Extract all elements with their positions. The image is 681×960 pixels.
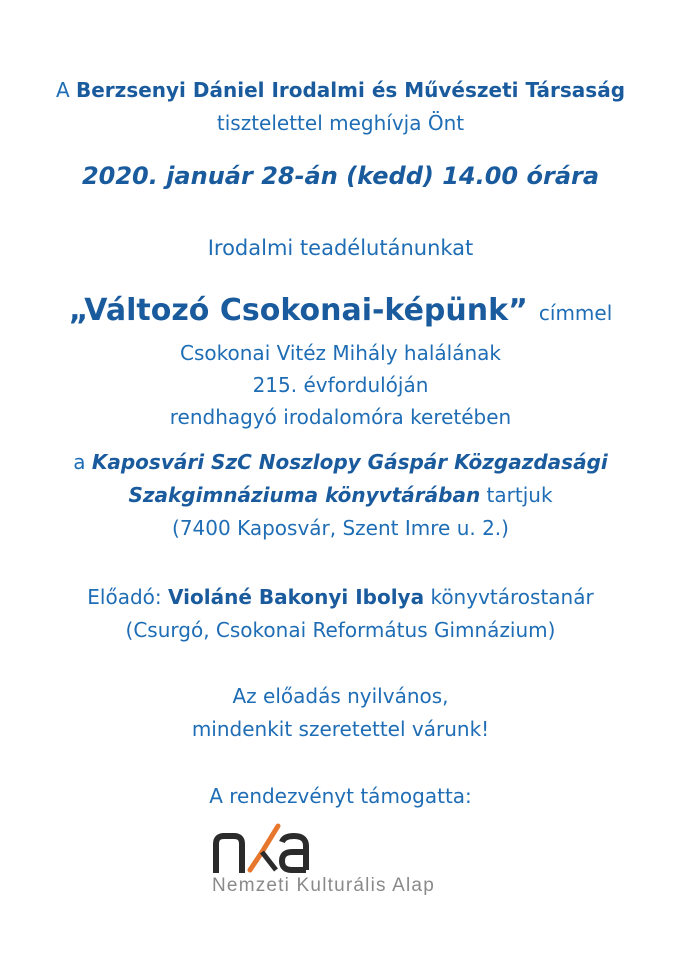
event-date: 2020. január 28-án (kedd) 14.00 órára <box>81 162 600 190</box>
title-line <box>0 293 681 328</box>
presenter-affiliation: (Csurgó, Csokonai Református Gimnázium) <box>125 618 556 642</box>
sponsor-label: A rendezvényt támogatta: <box>209 784 472 808</box>
intro-line <box>0 78 681 102</box>
presenter-line <box>0 585 681 609</box>
presenter-name: Violáné Bakonyi Ibolya <box>168 585 425 609</box>
venue-suffix: tartjuk <box>486 483 553 507</box>
invite-line: tisztelettel meghívja Önt <box>216 111 465 135</box>
venue-name-2: Szakgimnáziuma könyvtárában <box>128 483 481 507</box>
nka-caption: Nemzeti Kulturális Alap <box>212 875 435 896</box>
public-note-1: Az előadás nyilvános, <box>232 684 449 708</box>
presenter-role: könyvtárostanár <box>430 585 594 609</box>
title-suffix: címmel <box>538 301 613 325</box>
venue-prefix: a <box>73 450 86 474</box>
occasion-line-2: 215. évfordulóján <box>252 373 429 397</box>
event-type: Irodalmi teadélutánunkat <box>207 236 474 260</box>
nka-logo-mark <box>212 818 312 874</box>
venue-line-1 <box>0 450 681 474</box>
occasion-line-3: rendhagyó irodalomóra keretében <box>169 405 512 429</box>
venue-address: (7400 Kaposvár, Szent Imre u. 2.) <box>172 516 509 540</box>
venue-line-2 <box>0 483 681 507</box>
presenter-label: Előadó: <box>87 585 162 609</box>
occasion-line-1: Csokonai Vitéz Mihály halálának <box>180 341 501 365</box>
society-name: Berzsenyi Dániel Irodalmi és Művészeti Társaság <box>76 78 626 102</box>
venue-name-1: Kaposvári SzC Noszlopy Gáspár Közgazdasági <box>91 450 608 474</box>
nka-logo <box>212 818 312 878</box>
event-title: „Változó Csokonai-képünk” <box>68 293 528 328</box>
public-note-2: mindenkit szeretettel várunk! <box>191 717 490 741</box>
intro-prefix: A <box>55 78 70 102</box>
